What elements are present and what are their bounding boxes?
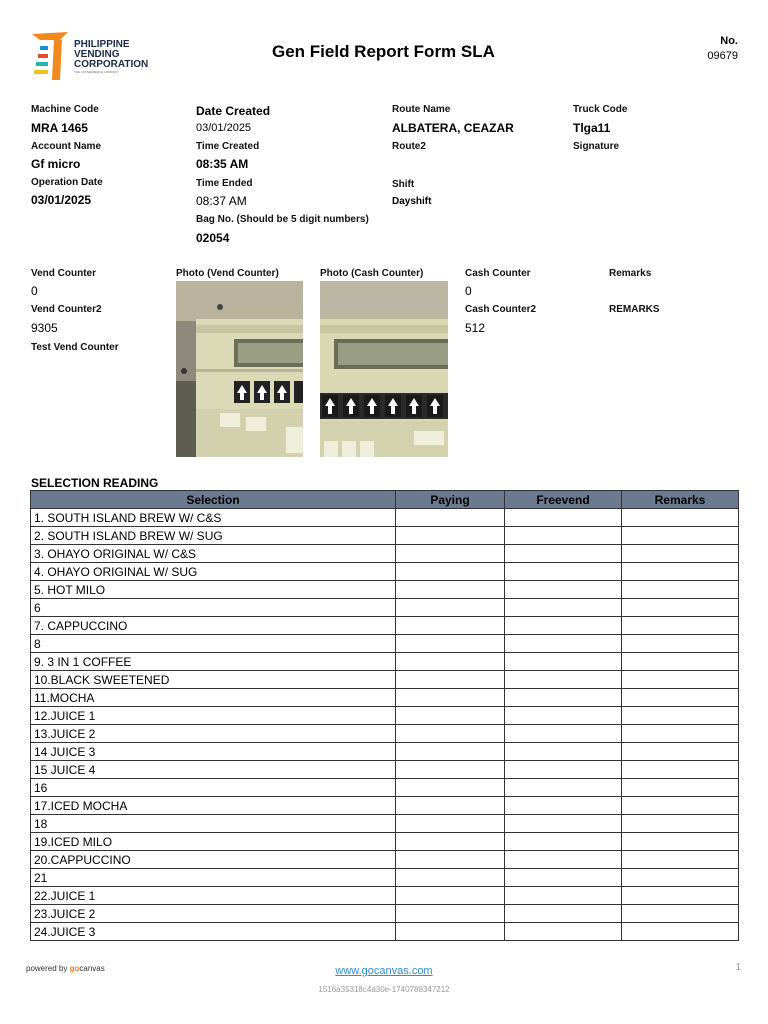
freevend-cell xyxy=(505,833,622,851)
time-created-value: 08:35 AM xyxy=(196,157,249,171)
table-row xyxy=(31,743,739,761)
paying-cell xyxy=(396,797,505,815)
signature-label: Signature xyxy=(573,141,620,152)
table-row xyxy=(31,833,739,851)
selection-cell: 11.MOCHA xyxy=(31,689,396,707)
selection-cell: 21 xyxy=(31,869,396,887)
company-name-line3: CORPORATION xyxy=(74,59,149,70)
table-row xyxy=(31,653,739,671)
vend-counter-value: 0 xyxy=(31,284,38,298)
freevend-cell xyxy=(505,599,622,617)
company-logo xyxy=(30,30,160,82)
selection-cell: 20.CAPPUCCINO xyxy=(31,851,396,869)
freevend-cell xyxy=(505,617,622,635)
selection-header-row xyxy=(31,491,739,509)
freevend-cell xyxy=(505,527,622,545)
paying-cell xyxy=(396,527,505,545)
paying-cell xyxy=(396,617,505,635)
table-row xyxy=(31,887,739,905)
selection-cell: 15 JUICE 4 xyxy=(31,761,396,779)
remarks-label: Remarks xyxy=(609,268,652,279)
freevend-cell xyxy=(505,509,622,527)
remarks-cell xyxy=(622,671,739,689)
remarks-cell xyxy=(622,689,739,707)
remarks-cell xyxy=(622,779,739,797)
table-row xyxy=(31,761,739,779)
form-number-value: 09679 xyxy=(707,50,738,62)
remarks-cell xyxy=(622,527,739,545)
freevend-cell xyxy=(505,545,622,563)
time-created-label: Time Created xyxy=(196,141,260,152)
table-row xyxy=(31,599,739,617)
cash-counter-photo[interactable] xyxy=(320,281,448,457)
remarks-value: REMARKS xyxy=(609,304,660,315)
freevend-cell xyxy=(505,887,622,905)
paying-cell xyxy=(396,761,505,779)
paying-cell xyxy=(396,509,505,527)
truck-code-value: Tlga11 xyxy=(573,121,611,135)
freevend-cell xyxy=(505,761,622,779)
page-title: Gen Field Report Form SLA xyxy=(272,42,495,61)
company-tagline: THE CONVENIENCE COMPANY xyxy=(74,70,119,74)
table-row xyxy=(31,797,739,815)
page-number: 1 xyxy=(735,962,741,973)
paying-cell xyxy=(396,743,505,761)
paying-cell xyxy=(396,545,505,563)
cash-counter2-value: 512 xyxy=(465,321,486,335)
truck-code-label: Truck Code xyxy=(573,104,628,115)
column-header-paying: Paying xyxy=(396,491,505,509)
table-row xyxy=(31,725,739,743)
company-name-line1: PHILIPPINE xyxy=(74,39,130,50)
paying-cell xyxy=(396,779,505,797)
freevend-cell xyxy=(505,779,622,797)
freevend-cell xyxy=(505,905,622,923)
freevend-cell xyxy=(505,671,622,689)
table-row xyxy=(31,671,739,689)
remarks-cell xyxy=(622,545,739,563)
remarks-cell xyxy=(622,743,739,761)
date-created-label: Date Created xyxy=(196,104,271,118)
operation-date-label: Operation Date xyxy=(31,177,103,188)
logo-mark-icon xyxy=(30,30,70,82)
company-name-line2: VENDING xyxy=(74,49,120,60)
form-number xyxy=(707,35,738,62)
paying-cell xyxy=(396,887,505,905)
table-row xyxy=(31,617,739,635)
remarks-cell xyxy=(622,563,739,581)
column-header-remarks: Remarks xyxy=(622,491,739,509)
bag-no-value: 02054 xyxy=(196,231,230,245)
gocanvas-link[interactable]: www.gocanvas.com xyxy=(335,965,433,977)
table-row xyxy=(31,545,739,563)
table-row xyxy=(31,923,739,941)
account-name-value: Gf micro xyxy=(31,157,81,171)
paying-cell xyxy=(396,923,505,941)
paying-cell xyxy=(396,671,505,689)
selection-cell: 9. 3 IN 1 COFFEE xyxy=(31,653,396,671)
vend-counter-label: Vend Counter xyxy=(31,268,97,279)
gocanvas-canvas: canvas xyxy=(79,964,105,973)
paying-cell xyxy=(396,905,505,923)
remarks-cell xyxy=(622,851,739,869)
powered-by-label: powered by xyxy=(26,964,68,973)
paying-cell xyxy=(396,599,505,617)
column-header-selection: Selection xyxy=(31,491,396,509)
freevend-cell xyxy=(505,797,622,815)
freevend-cell xyxy=(505,923,622,941)
table-row xyxy=(31,815,739,833)
route-name-label: Route Name xyxy=(392,104,451,115)
paying-cell xyxy=(396,653,505,671)
cash-counter-label: Cash Counter xyxy=(465,268,531,279)
selection-table xyxy=(30,490,739,941)
freevend-cell xyxy=(505,743,622,761)
table-row xyxy=(31,905,739,923)
cash-counter-value: 0 xyxy=(465,284,472,298)
table-row xyxy=(31,851,739,869)
freevend-cell xyxy=(505,689,622,707)
vend-counter2-value: 9305 xyxy=(31,321,58,335)
remarks-cell xyxy=(622,797,739,815)
remarks-cell xyxy=(622,581,739,599)
selection-cell: 7. CAPPUCCINO xyxy=(31,617,396,635)
paying-cell xyxy=(396,869,505,887)
photo-vend-counter-label: Photo (Vend Counter) xyxy=(176,268,279,279)
remarks-cell xyxy=(622,617,739,635)
selection-cell: 19.ICED MILO xyxy=(31,833,396,851)
remarks-cell xyxy=(622,653,739,671)
table-row xyxy=(31,527,739,545)
selection-cell: 17.ICED MOCHA xyxy=(31,797,396,815)
selection-cell: 5. HOT MILO xyxy=(31,581,396,599)
remarks-cell xyxy=(622,887,739,905)
paying-cell xyxy=(396,581,505,599)
selection-cell: 6 xyxy=(31,599,396,617)
paying-cell xyxy=(396,815,505,833)
freevend-cell xyxy=(505,815,622,833)
selection-cell: 24.JUICE 3 xyxy=(31,923,396,941)
machine-code-label: Machine Code xyxy=(31,104,99,115)
remarks-cell xyxy=(622,905,739,923)
remarks-cell xyxy=(622,761,739,779)
paying-cell xyxy=(396,635,505,653)
selection-cell: 2. SOUTH ISLAND BREW W/ SUG xyxy=(31,527,396,545)
freevend-cell xyxy=(505,581,622,599)
selection-cell: 8 xyxy=(31,635,396,653)
selection-cell: 10.BLACK SWEETENED xyxy=(31,671,396,689)
selection-cell: 16 xyxy=(31,779,396,797)
table-row xyxy=(31,869,739,887)
remarks-cell xyxy=(622,725,739,743)
route-name-value: ALBATERA, CEAZAR xyxy=(392,121,514,135)
time-ended-label: Time Ended xyxy=(196,178,253,189)
shift-value: Dayshift xyxy=(392,196,432,207)
paying-cell xyxy=(396,851,505,869)
selection-cell: 13.JUICE 2 xyxy=(31,725,396,743)
time-ended-value: 08:37 AM xyxy=(196,194,247,208)
remarks-cell xyxy=(622,815,739,833)
remarks-cell xyxy=(622,599,739,617)
route2-label: Route2 xyxy=(392,141,426,152)
freevend-cell xyxy=(505,635,622,653)
paying-cell xyxy=(396,725,505,743)
machine-code-value: MRA 1465 xyxy=(31,121,88,135)
vend-counter-photo[interactable] xyxy=(176,281,303,457)
remarks-cell xyxy=(622,869,739,887)
test-vend-counter-label: Test Vend Counter xyxy=(31,342,119,353)
table-row xyxy=(31,509,739,527)
selection-cell: 4. OHAYO ORIGINAL W/ SUG xyxy=(31,563,396,581)
table-row xyxy=(31,689,739,707)
selection-cell: 1. SOUTH ISLAND BREW W/ C&S xyxy=(31,509,396,527)
date-created-value: 03/01/2025 xyxy=(196,122,252,134)
remarks-cell xyxy=(622,833,739,851)
selection-cell: 14 JUICE 3 xyxy=(31,743,396,761)
freevend-cell xyxy=(505,563,622,581)
table-row xyxy=(31,707,739,725)
table-row xyxy=(31,635,739,653)
selection-cell: 22.JUICE 1 xyxy=(31,887,396,905)
cash-counter2-label: Cash Counter2 xyxy=(465,304,537,315)
column-header-freevend: Freevend xyxy=(505,491,622,509)
paying-cell xyxy=(396,833,505,851)
remarks-cell xyxy=(622,923,739,941)
freevend-cell xyxy=(505,707,622,725)
gocanvas-go: go xyxy=(69,964,80,973)
operation-date-value: 03/01/2025 xyxy=(31,193,92,207)
form-number-label: No. xyxy=(720,35,738,47)
shift-label: Shift xyxy=(392,179,415,190)
table-row xyxy=(31,581,739,599)
freevend-cell xyxy=(505,653,622,671)
selection-cell: 23.JUICE 2 xyxy=(31,905,396,923)
freevend-cell xyxy=(505,851,622,869)
freevend-cell xyxy=(505,869,622,887)
table-row xyxy=(31,779,739,797)
table-row xyxy=(31,563,739,581)
freevend-cell xyxy=(505,725,622,743)
account-name-label: Account Name xyxy=(31,141,102,152)
selection-cell: 3. OHAYO ORIGINAL W/ C&S xyxy=(31,545,396,563)
paying-cell xyxy=(396,689,505,707)
selection-heading: SELECTION READING xyxy=(31,476,159,490)
remarks-cell xyxy=(622,509,739,527)
selection-cell: 12.JUICE 1 xyxy=(31,707,396,725)
paying-cell xyxy=(396,707,505,725)
document-id: 1516a35318c4a30e-1740789347212 xyxy=(318,985,450,994)
bag-no-label: Bag No. (Should be 5 digit numbers) xyxy=(196,214,369,225)
vend-counter2-label: Vend Counter2 xyxy=(31,304,102,315)
photo-cash-counter-label: Photo (Cash Counter) xyxy=(320,268,424,279)
paying-cell xyxy=(396,563,505,581)
selection-cell: 18 xyxy=(31,815,396,833)
remarks-cell xyxy=(622,707,739,725)
remarks-cell xyxy=(622,635,739,653)
